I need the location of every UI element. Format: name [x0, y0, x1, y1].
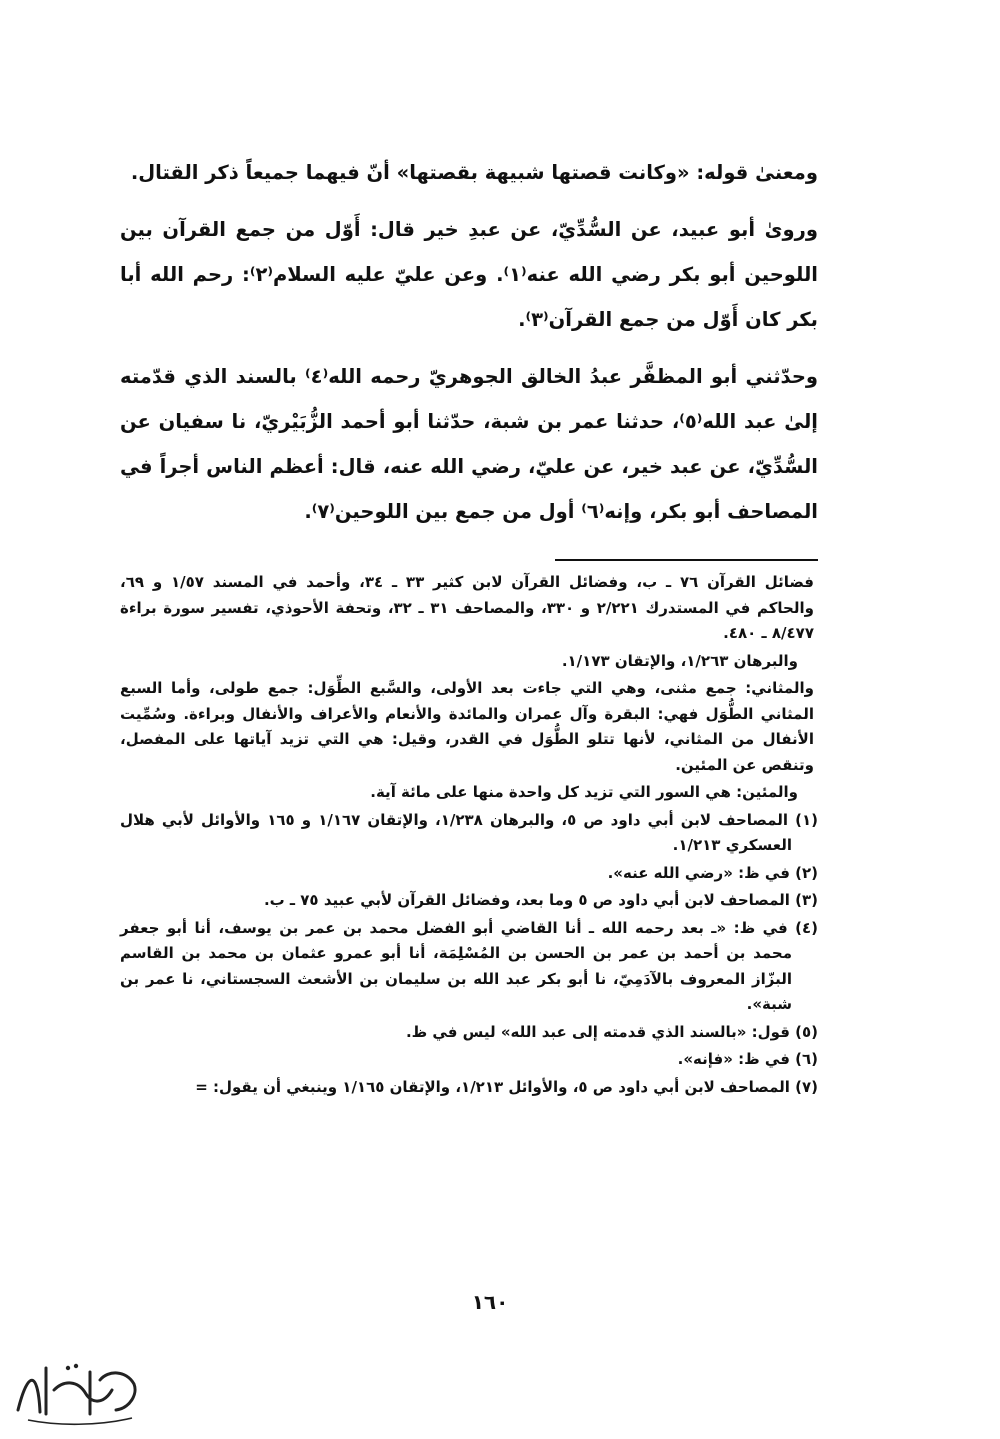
paragraph-1: ومعنىٰ قوله: «وكانت قصتها شبيهة بقصتها» أنّ فيهما جميعاً ذكر القتال.	[130, 161, 818, 184]
footnotes-block	[120, 570, 818, 1102]
footnote-5: (٥) قول: «بالسند الذي قدمته إلى عبد الله» ليس في ظ.	[405, 1022, 818, 1041]
paragraph-3: وحدّثني أبو المظفَّر عبدُ الخالق الجوهريّ رحمه الله⁽٤⁾ بالسند الذي قدّمته إلىٰ عبد الله⁽٥⁾، حدثنا عمر بن شبة، حدّثنا أبو أحمد الزُّبَيْريّ، نا سفيان عن السُّدِّيّ، عن عبد خير، عن عليّ، رضي الله عنه، قال: أعظم الناس أجراً في المصاحف أبو بكر، وإنه⁽٦⁾ أول من جمع بين اللوحين⁽٧⁾.	[120, 365, 818, 523]
paragraph-2: وروىٰ أبو عبيد، عن السُّدِّيّ، عن عبدِ خير قال: أَوّل من جمع القرآن بين اللوحين أبو بكر رضي الله عنه⁽١⁾. وعن عليّ عليه السلام⁽٢⁾: رحم الله أبا بكر كان أَوّل من جمع القرآن⁽٣⁾.	[120, 218, 818, 331]
footnote-4: (٤) في ظ: «ـ بعد رحمه الله ـ أنا القاضي أبو الفضل محمد بن عمر بن يوسف، أنا أبو جعفر محمد بن أحمد بن عمر بن الحسن بن المُسْلِمَة، أنا أبو عمرو عثمان بن محمد بن القاسم البزّاز المعروف بالآدَمِيّ، نا أبو بكر عبد الله بن سليمان بن الأشعث السجستاني، نا عمر بن شبة».	[120, 918, 818, 1013]
footnote-1: (١) المصاحف لابن أبي داود ص ٥، والبرهان ١/٢٣٨، والإتقان ١/١٦٧ و ١٦٥ والأوائل لأبي هلال العسكري ١/٢١٣.	[120, 810, 818, 854]
footnote-2: (٢) في ظ: «رضي الله عنه».	[607, 863, 818, 882]
footnote-7: (٧) المصاحف لابن أبي داود ص ٥، والأوائل ١/٢١٣، والإتقان ١/١٦٥ وينبغي أن يقول: =	[195, 1077, 818, 1096]
footnote-separator	[555, 559, 818, 561]
footnote-3: (٣) المصاحف لابن أبي داود ص ٥ وما بعد، وفضائل القرآن لأبي عبيد ٧٥ ـ ب.	[263, 891, 818, 909]
footnote-continuation-burhan: والبرهان ١/٢٦٣، والإتقان ١/١٧٣.	[561, 651, 798, 670]
main-text-block	[120, 150, 818, 546]
footnote-continuation: فضائل القرآن ٧٦ ـ ب، وفضائل القرآن لابن كثير ٣٣ ـ ٣٤، وأحمد في المسند ١/٥٧ و ٦٩، والحاكم في المستدرك ٢/٢٢١ و ٣٣٠، والمصاحف ٣١ ـ ٣٢، وتحفة الأحوذي، تفسير سورة براءة ٨/٤٧٧ ـ ٤٨٠.	[120, 573, 814, 642]
calligraphy-logo	[8, 1350, 148, 1430]
footnote-mathani: والمثاني: جمع مثنى، وهي التي جاءت بعد الأولى، والسَّبع الطِّوَل: جمع طولى، وأما السبع المثاني الطُّوَل فهي: البقرة وآل عمران والمائدة والأنعام والأعراف والأنفال وبراءة. وسُمِّيت الأنفال من المثاني، لأنها تتلو الطُّوَل في القدر، وقيل: هي التي تزيد آياتها على المفصل، وتنقص عن المئين.	[120, 679, 814, 774]
page-number: ١٦٠	[471, 1290, 509, 1314]
footnote-miin: والمئين: هي السور التي تزيد كل واحدة منها على مائة آية.	[370, 783, 798, 801]
footnote-6: (٦) في ظ: «فإنه».	[677, 1050, 818, 1068]
